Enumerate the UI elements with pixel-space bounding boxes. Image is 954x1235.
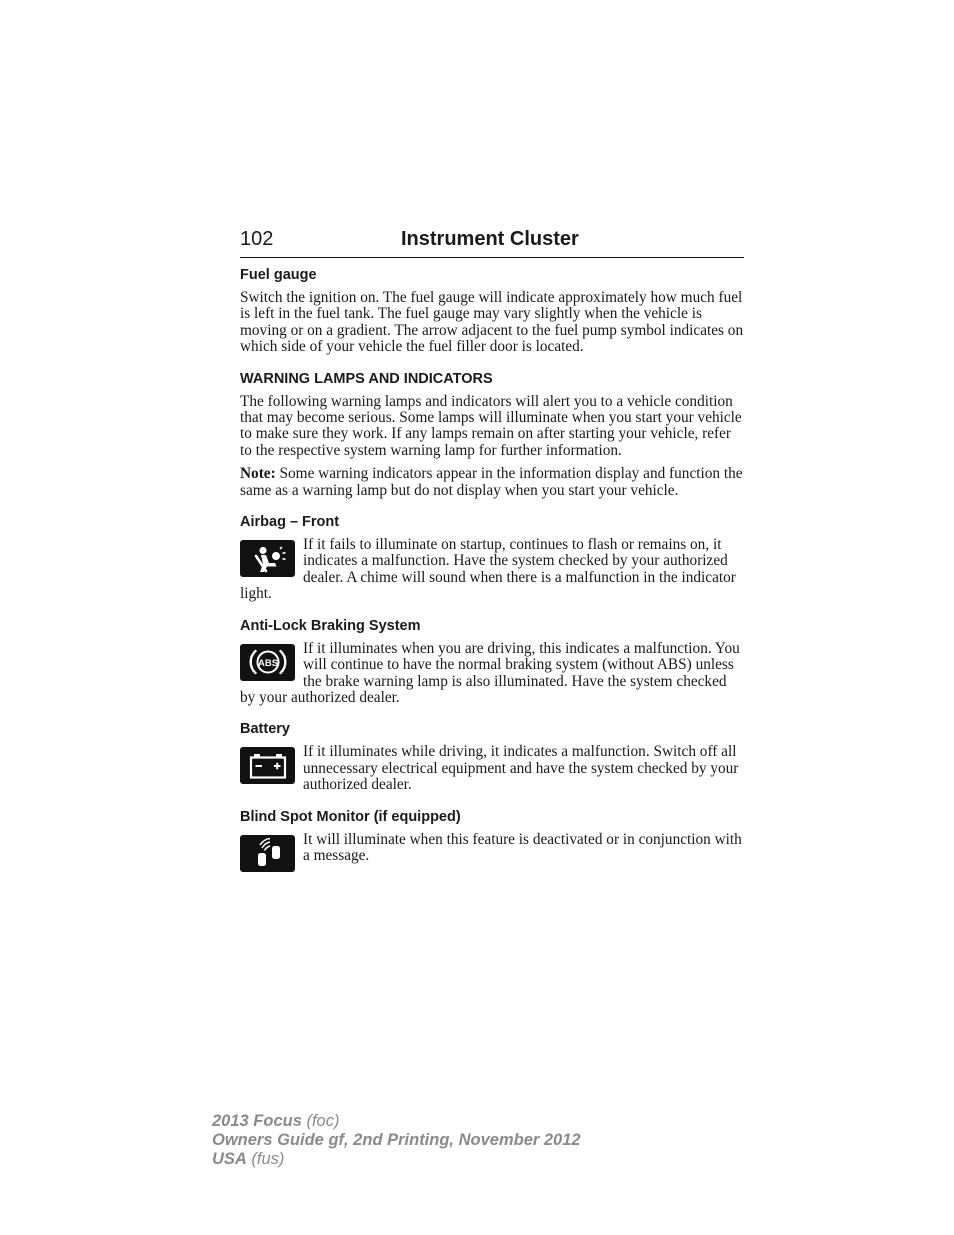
battery-icon xyxy=(240,747,295,784)
warning-lamps-text: The following warning lamps and indicators will alert you to a vehicle condition that may become serious. Some lamps will illuminate when you start your vehicle to make sure they work. If any lamps remain on after starting your vehicle, refer to the respective system warning lamp for further information. xyxy=(240,392,742,459)
abs-icon xyxy=(240,644,295,681)
blind-spot-text: It will illuminate when this feature is deactivated or in conjunction with a message. xyxy=(303,830,742,864)
footer-region-code: (fus) xyxy=(246,1150,285,1168)
airbag-icon xyxy=(240,540,295,577)
abs-entry xyxy=(240,641,744,707)
footer-model-code: (foc) xyxy=(301,1112,340,1130)
chapter-title: Instrument Cluster xyxy=(401,228,579,250)
page-content xyxy=(240,228,744,872)
battery-text: If it illuminates while driving, it indicates a malfunction. Switch off all unnecessary electrical equipment and have the system checked by your authorized dealer. xyxy=(303,743,739,794)
battery-entry xyxy=(240,744,744,793)
footer-region: USA xyxy=(212,1150,247,1168)
blind-spot-icon xyxy=(240,835,295,872)
note-label: Note: xyxy=(240,465,276,483)
fuel-gauge-text: Switch the ignition on. The fuel gauge will indicate approximately how much fuel is left in the fuel tank. The fuel gauge may vary slightly when the vehicle is moving or on a gradient. The arrow adjacent to the fuel pump symbol indicates on which side of your vehicle the fuel filler door is located. xyxy=(240,289,744,356)
warning-lamps-note xyxy=(240,466,744,499)
note-text: Some warning indicators appear in the information display and function the same as a warning lamp but do not display when you start your vehicle. xyxy=(240,465,743,499)
footer-guide-line: Owners Guide gf, 2nd Printing, November 2012 xyxy=(212,1131,581,1149)
blind-spot-heading: Blind Spot Monitor (if equipped) xyxy=(240,808,461,825)
footer-model: 2013 Focus xyxy=(212,1112,302,1130)
abs-heading: Anti-Lock Braking System xyxy=(240,617,421,634)
abs-icon-text: ABS xyxy=(257,658,278,670)
airbag-heading: Airbag – Front xyxy=(240,514,340,531)
footer-model-line xyxy=(212,1112,581,1131)
warning-lamps-heading: WARNING LAMPS AND INDICATORS xyxy=(240,370,493,387)
airbag-entry xyxy=(240,537,744,603)
page-number: 102 xyxy=(240,228,274,250)
page-header xyxy=(240,228,744,258)
fuel-gauge-heading: Fuel gauge xyxy=(240,267,317,283)
footer-region-line xyxy=(212,1150,581,1169)
blind-spot-entry xyxy=(240,832,744,872)
airbag-text: If it fails to illuminate on startup, continues to flash or remains on, it indicates a malfunction. Have the system checked by your authorized dealer. A chime will sound when there is a malfunction in the indicator light. xyxy=(240,536,736,603)
battery-heading: Battery xyxy=(240,721,290,738)
page-footer xyxy=(212,1112,581,1169)
abs-text: If it illuminates when you are driving, this indicates a malfunction. You will continue to have the normal braking system (without ABS) unless the brake warning lamp is also illuminated. Have the system checked by your authorized dealer. xyxy=(240,639,740,706)
